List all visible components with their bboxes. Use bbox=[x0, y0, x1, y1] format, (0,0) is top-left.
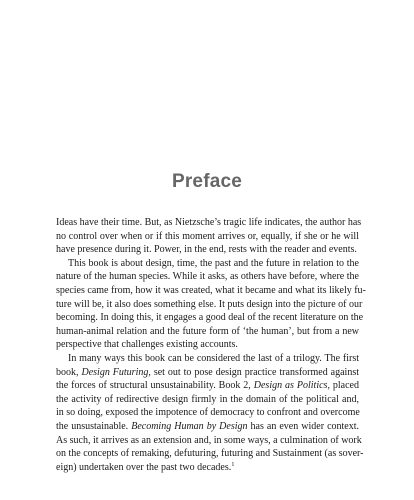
text-segment: placed bbox=[329, 380, 359, 392]
text-segment: has an even wider context. bbox=[247, 420, 360, 432]
text-segment: the activity of redirective design firmly in the domain of the political and, bbox=[56, 393, 359, 405]
book-title: Design Futuring, bbox=[81, 366, 151, 378]
paragraph-1 bbox=[56, 216, 362, 257]
footnote-marker: 1 bbox=[231, 460, 235, 468]
text-segment: on the concepts of remaking, defuturing, futuring and Sustainment (as sover- bbox=[56, 448, 364, 460]
text-segment: eign) undertaken over the past two decades. bbox=[56, 461, 232, 473]
text-segment: As such, it arrives as an extension and, in some ways, a culmination of work bbox=[56, 434, 362, 446]
text-line: ture will be, it also does something else. It puts design into the picture of our bbox=[56, 298, 363, 310]
book-title: Becoming Human by Design bbox=[131, 420, 248, 432]
text-segment: the forces of structural unsustainability. Book 2, bbox=[56, 380, 254, 392]
text-segment: in so doing, exposed the impotence of democracy to confront and overcome bbox=[56, 407, 360, 419]
text-line bbox=[56, 420, 359, 434]
preface-body bbox=[56, 216, 366, 474]
text-line: have presence during it. Power, in the end, rests with the reader and events. bbox=[56, 244, 357, 256]
text-line: no control over when or if this moment arrives or, equally, if she or he will bbox=[56, 230, 359, 242]
paragraph-3 bbox=[56, 352, 364, 474]
text-line: perspective that challenges existing accounts. bbox=[56, 339, 238, 351]
text-line bbox=[56, 366, 359, 380]
text-segment: the unsustainable. bbox=[56, 420, 132, 432]
text-line bbox=[56, 406, 359, 420]
text-line bbox=[56, 352, 359, 366]
text-segment: book, bbox=[56, 366, 82, 378]
text-segment: In many ways this book can be considered the last of a trilogy. The first bbox=[68, 352, 359, 364]
text-line bbox=[56, 379, 359, 393]
chapter-title: Preface bbox=[171, 171, 243, 192]
paragraph-2 bbox=[56, 257, 366, 352]
text-line: human-animal relation and the future form of ‘the human’, but from a new bbox=[56, 325, 359, 337]
text-line bbox=[56, 434, 362, 448]
text-line: Ideas have their time. But, as Nietzsche’s tragic life indicates, the author has bbox=[56, 217, 362, 228]
text-line: species came from, how it was created, what it became and what its likely fu- bbox=[56, 284, 366, 296]
text-segment: set out to pose design practice transformed against bbox=[150, 366, 360, 378]
text-line: becoming. In doing this, it engages a good deal of the recent literature on the bbox=[56, 312, 364, 324]
book-title: Design as Politics, bbox=[253, 380, 330, 392]
text-line bbox=[56, 461, 359, 475]
text-line bbox=[56, 447, 364, 461]
text-line: This book is about design, time, the past and the future in relation to the bbox=[68, 257, 359, 269]
text-line: nature of the human species. While it asks, as others have before, where the bbox=[56, 271, 359, 283]
text-line bbox=[56, 393, 359, 407]
